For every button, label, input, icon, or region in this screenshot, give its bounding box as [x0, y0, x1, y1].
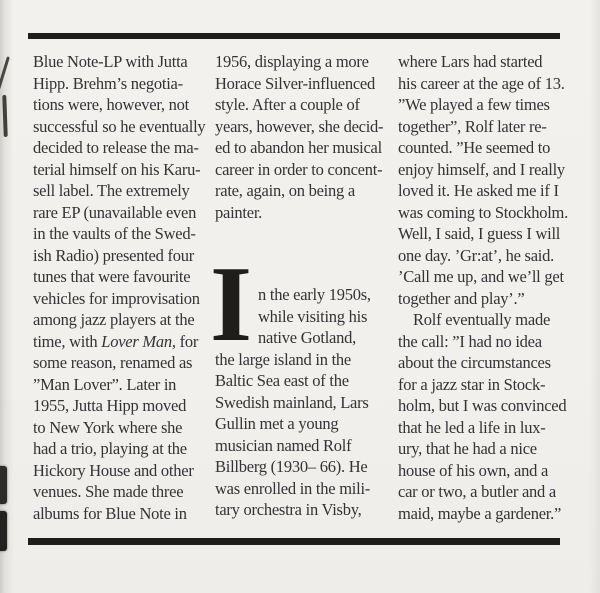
text-line: native Gotland,: [258, 328, 356, 347]
text-line: style. After a couple of: [215, 95, 360, 114]
text-line: ”We played a few times: [398, 95, 550, 114]
text-line: painter.: [215, 202, 263, 222]
song-title-italic: Lover Man: [101, 331, 172, 351]
text-line: years, however, she decid-: [215, 116, 384, 136]
text-line: 1955, Jutta Hipp moved: [33, 396, 187, 415]
text-line: tary orchestra in Visby,: [215, 500, 362, 519]
text-line: was enrolled in the mili-: [215, 478, 371, 498]
text-line: Blue Note-LP with Jutta: [33, 52, 188, 71]
text-line: for a jazz star in Stock-: [398, 374, 546, 394]
text-line: career in order to concent-: [215, 159, 383, 179]
text-line: in the vaults of the Swed-: [33, 224, 196, 243]
text-line: n the early 1950s,: [258, 285, 371, 304]
text-line: together and play’.”: [398, 288, 525, 308]
text-line: among jazz players at the: [33, 310, 195, 329]
paragraph: [398, 51, 572, 309]
text-line: vehicles for improvisation: [33, 288, 200, 308]
text-line: sell label. The extremely: [33, 181, 190, 200]
column-1: [33, 51, 211, 524]
text-line: ury, that he had a nice: [398, 439, 537, 458]
text-line: car or two, a butler and a: [398, 482, 556, 501]
text-line: maid, maybe a gardener.”: [398, 503, 562, 523]
scan-artifact: [0, 511, 7, 551]
text-line: loved it. He asked me if I: [398, 181, 559, 200]
text-line: was coming to Stockholm.: [398, 202, 568, 222]
text-line: rare EP (unavailable even: [33, 202, 197, 222]
scan-artifact: [0, 466, 7, 504]
top-rule: [28, 33, 560, 39]
text-line: his career at the age of 13.: [398, 73, 565, 93]
text-line: successful so he eventually: [33, 116, 206, 136]
text-line: musician named Rolf: [215, 435, 352, 455]
text-line: rate, again, on being a: [215, 181, 355, 200]
paragraph: [215, 349, 397, 521]
text-line: house of his own, and a: [398, 460, 549, 480]
text-line: had a trio, playing at the: [33, 439, 187, 458]
text-line: Baltic Sea east of the: [215, 371, 349, 390]
text-line: terial himself on his Karu-: [33, 159, 201, 179]
text-line: counted. ”He seemed to: [398, 138, 551, 157]
text-line: where Lars had started: [398, 52, 543, 71]
text-line: Billberg (1930– 66). He: [215, 457, 368, 476]
text-line: enjoy himself, and I really: [398, 159, 565, 179]
text-line: ’Call me up, and we’ll get: [398, 267, 564, 286]
text-line: one day. ’Gr:at’, he said.: [398, 245, 554, 265]
text-line: holm, but I was convinced: [398, 396, 567, 415]
text-line: the call: ”I had no idea: [398, 331, 542, 351]
paragraph: [215, 51, 397, 223]
scan-artifact: [0, 56, 10, 89]
text-line: ish Radio) presented four: [33, 245, 194, 265]
text-line: to New York where she: [33, 417, 183, 437]
text-line: Swedish mainland, Lars: [215, 392, 369, 412]
text-line: the large island in the: [215, 349, 351, 369]
text-line: Horace Silver-influenced: [215, 73, 375, 93]
drop-cap-letter: I: [210, 245, 253, 364]
page-left-edge-shadow: [0, 0, 14, 593]
text-line: Hipp. Brehm’s negotia-: [33, 73, 183, 93]
paragraph: [33, 352, 211, 524]
text-line: albums for Blue Note in: [33, 503, 187, 523]
bottom-rule: [28, 538, 560, 545]
text-fragment: , for: [171, 331, 199, 351]
text-line: ed to abandon her musical: [215, 138, 382, 157]
text-line: tunes that were favourite: [33, 267, 191, 286]
text-line: that he led a life in lux-: [398, 417, 546, 437]
text-line: Gullin met a young: [215, 414, 339, 433]
text-fragment: time, with: [33, 331, 102, 351]
text-line: [33, 331, 211, 353]
text-line: decided to release the ma-: [33, 138, 199, 157]
text-line: some reason, renamed as: [33, 353, 193, 372]
scan-artifact: [2, 95, 7, 137]
text-line: together”, Rolf later re-: [398, 116, 547, 136]
column-2: [210, 51, 397, 521]
text-line: Well, I said, I guess I will: [398, 224, 561, 243]
column-3: [398, 51, 572, 524]
text-line: 1956, displaying a more: [215, 52, 369, 71]
paragraph: [398, 309, 572, 524]
text-line: Hickory House and other: [33, 460, 194, 480]
page-right-edge-shadow: [590, 0, 600, 593]
text-line: ”Man Lover”. Later in: [33, 374, 177, 394]
text-line: venues. She made three: [33, 482, 184, 501]
paragraph: [33, 51, 211, 331]
text-line: while visiting his: [258, 306, 368, 326]
text-line: tions were, however, not: [33, 95, 190, 114]
text-line: Rolf eventually made: [413, 310, 551, 329]
text-line: about the circumstances: [398, 353, 551, 372]
